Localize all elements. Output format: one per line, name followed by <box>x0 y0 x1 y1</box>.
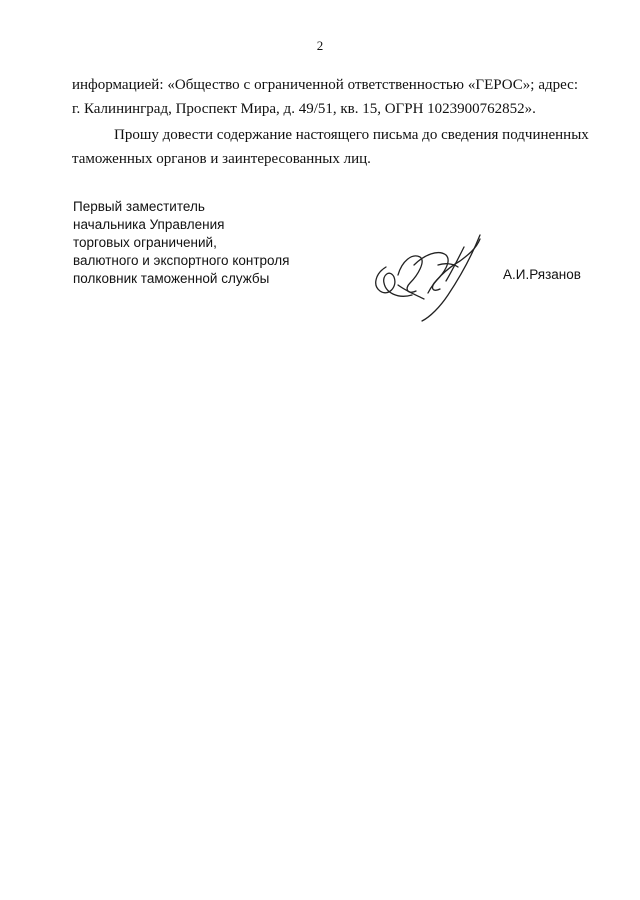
position-line: валютного и экспортного контроля <box>73 253 290 268</box>
paragraph-line: г. Калининград, Проспект Мира, д. 49/51, кв. 15, ОГРН 1023900762852». <box>72 101 536 117</box>
position-line: торговых ограничений, <box>73 235 217 250</box>
position-line: полковник таможенной службы <box>73 271 270 286</box>
page-number: 2 <box>316 38 324 53</box>
paragraph-organization-info <box>72 73 578 121</box>
position-line: Первый заместитель <box>73 199 205 214</box>
handwritten-signature <box>368 225 498 325</box>
paragraph-request <box>72 123 589 171</box>
position-line: начальника Управления <box>73 217 225 232</box>
paragraph-line: таможенных органов и заинтересованных лиц. <box>72 151 371 167</box>
paragraph-line: Прошу довести содержание настоящего письма до сведения подчиненных <box>114 127 589 143</box>
signer-name: А.И.Рязанов <box>503 267 581 282</box>
paragraph-line: информацией: «Общество с ограниченной ответственностью «ГЕРОС»; адрес: <box>72 77 578 93</box>
signatory-position <box>73 198 289 288</box>
